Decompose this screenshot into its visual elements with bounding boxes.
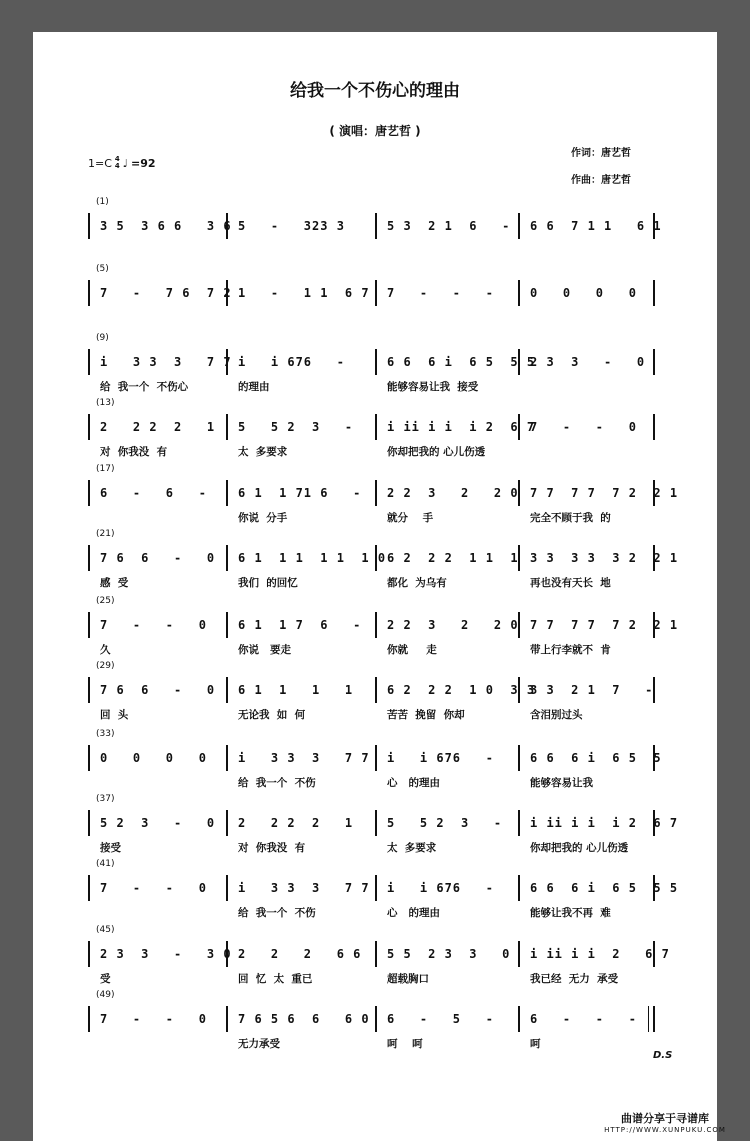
lyric-line: 对 你我没 有 <box>238 842 306 854</box>
measure-number: (45) <box>96 925 115 935</box>
bar-line <box>518 213 520 239</box>
lyric-line: 太 多要求 <box>238 446 288 458</box>
bar-line <box>226 480 228 506</box>
staff-line <box>88 1006 708 1034</box>
measure-notes: 6 6 6 i 6 5 5 <box>530 751 662 765</box>
lyric-line: 就分 手 <box>387 512 434 524</box>
measure-notes: 2 3 3 - 0 <box>530 355 646 369</box>
measure-notes: i 3 3 3 7 7 <box>238 751 370 765</box>
lyric-line: 你却把我的 心儿伤透 <box>530 842 629 854</box>
lyric-line: 受 <box>100 973 111 985</box>
lyric-line: 能够容易让我 <box>530 777 593 789</box>
bar-line <box>375 213 377 239</box>
measure-notes: 5 5 2 3 - <box>238 420 354 434</box>
bar-line <box>518 1006 520 1032</box>
bar-line <box>518 941 520 967</box>
bar-line <box>226 745 228 771</box>
bar-line <box>375 1006 377 1032</box>
staff-line <box>88 480 708 508</box>
bar-line <box>226 810 228 836</box>
footer-site: 曲谱分享于寻谱库 <box>621 1112 709 1125</box>
measure-number: (9) <box>96 333 109 343</box>
lyric-line: 接受 <box>100 842 121 854</box>
score-row <box>88 529 708 589</box>
score-sheet <box>33 32 717 1141</box>
measure-notes: 6 6 7 1 1 6 1 <box>530 219 662 233</box>
bar-line <box>88 280 90 306</box>
bar-line <box>375 745 377 771</box>
bar-line <box>88 480 90 506</box>
measure-number: (29) <box>96 661 115 671</box>
footer-url: HTTP://WWW.XUNPUKU.COM <box>604 1126 726 1134</box>
bar-line <box>375 810 377 836</box>
lyric-line: 的理由 <box>238 381 270 393</box>
measure-notes: 6 2 2 2 1 0 3 3 <box>387 683 536 697</box>
measure-notes: 7 - - 0 <box>100 881 207 895</box>
measure-notes: 7 7 7 7 7 2 2 1 <box>530 486 679 500</box>
measure-number: (25) <box>96 596 115 606</box>
lyric-line: 久 <box>100 644 111 656</box>
key-label: 1=C <box>88 156 112 170</box>
bar-line <box>88 745 90 771</box>
bar-line <box>226 875 228 901</box>
measure-notes: 7 - - 0 <box>100 1012 207 1026</box>
lyric-line: 再也没有天长 地 <box>530 577 611 589</box>
bar-line <box>375 349 377 375</box>
measure-notes: 2 3 3 - 3 0 <box>100 947 232 961</box>
measure-notes: 7 - - - <box>387 286 494 300</box>
lyric-line: 太 多要求 <box>387 842 437 854</box>
score-row <box>88 661 708 721</box>
measure-notes: 7 6 5 6 6 6 0 <box>238 1012 370 1026</box>
lyric-line: 能够让我不再 难 <box>530 907 611 919</box>
measure-notes: 3 3 2 1 7 - <box>530 683 654 697</box>
score-row <box>88 925 708 985</box>
measure-notes: 6 1 1 1 1 <box>238 683 354 697</box>
staff-line <box>88 545 708 573</box>
time-signature <box>115 156 120 170</box>
bar-line <box>88 349 90 375</box>
staff-line <box>88 213 708 241</box>
measure-notes: 2 2 2 2 1 <box>100 420 216 434</box>
performer-credit: ( 演唱：唐艺哲 ) <box>329 124 421 138</box>
bar-line <box>375 677 377 703</box>
staff-line <box>88 280 708 308</box>
measure-notes: 6 6 6 i 6 5 5 5 <box>530 881 679 895</box>
song-title: 给我一个不伤心的理由 <box>290 81 460 101</box>
score-row <box>88 264 708 324</box>
measure-notes: 0 0 0 0 <box>100 751 207 765</box>
measure-notes: 2 2 2 2 1 <box>238 816 354 830</box>
lyric-line: 我已经 无力 承受 <box>530 973 619 985</box>
measure-notes: 7 7 7 7 7 2 2 1 <box>530 618 679 632</box>
measure-notes: 5 3 2 1 6 - <box>387 219 511 233</box>
lyric-line: 完全不顾于我 的 <box>530 512 611 524</box>
bar-line <box>88 545 90 571</box>
quarter-note-icon: ♩ <box>122 156 128 170</box>
staff-line <box>88 414 708 442</box>
lyric-line: 能够容易让我 接受 <box>387 381 479 393</box>
bar-line <box>518 280 520 306</box>
ds-marker: D.S <box>653 1050 673 1061</box>
score-row <box>88 729 708 789</box>
bar-line <box>226 612 228 638</box>
score-row <box>88 398 708 458</box>
measure-notes: i ii i i i 2 6 7 <box>387 420 536 434</box>
measure-number: (1) <box>96 197 109 207</box>
staff-line <box>88 875 708 903</box>
bar-line <box>88 941 90 967</box>
bar-line <box>226 545 228 571</box>
lyric-line: 我们 的回忆 <box>238 577 298 589</box>
measure-notes: 2 2 3 2 2 0 <box>387 618 519 632</box>
lyricist-credit: 作词：唐艺哲 <box>571 148 631 159</box>
lyric-line: 回 头 <box>100 709 129 721</box>
staff-line <box>88 677 708 705</box>
measure-notes: 7 - 7 6 7 2 <box>100 286 232 300</box>
measure-notes: 1 - 1 1 6 7 <box>238 286 370 300</box>
lyric-line: 对 你我没 有 <box>100 446 168 458</box>
bar-line <box>226 1006 228 1032</box>
bar-line <box>653 280 655 306</box>
measure-notes: 6 - 6 - <box>100 486 207 500</box>
lyric-line: 给 我一个 不伤 <box>238 907 316 919</box>
measure-notes: 5 - 323 3 <box>238 219 345 233</box>
lyric-line: 给 我一个 不伤 <box>238 777 316 789</box>
measure-notes: 7 - - 0 <box>530 420 637 434</box>
measure-notes: 6 1 1 7 6 - <box>238 618 362 632</box>
measure-notes: i 3 3 3 7 7 <box>238 881 370 895</box>
score-row <box>88 596 708 656</box>
footer-watermark <box>590 1110 740 1134</box>
lyric-line: 心 的理由 <box>387 777 440 789</box>
bar-line <box>88 810 90 836</box>
measure-notes: 5 2 3 - 0 <box>100 816 216 830</box>
lyric-line: 呵 呵 <box>387 1038 423 1050</box>
time-unit: 4 <box>114 162 120 170</box>
measure-number: (17) <box>96 464 115 474</box>
staff-line <box>88 612 708 640</box>
staff-line <box>88 349 708 377</box>
lyric-line: 你却把我的 心儿伤透 <box>387 446 486 458</box>
bar-line <box>375 612 377 638</box>
staff-line <box>88 941 708 969</box>
lyric-line: 你就 走 <box>387 644 437 656</box>
bar-line <box>226 414 228 440</box>
lyric-line: 含泪别过头 <box>530 709 583 721</box>
bar-line <box>375 414 377 440</box>
measure-notes: i i 676 - <box>387 881 494 895</box>
lyric-line: 心 的理由 <box>387 907 440 919</box>
key-signature <box>88 156 156 170</box>
measure-number: (21) <box>96 529 115 539</box>
measure-notes: i i 676 - <box>387 751 494 765</box>
measure-notes: 7 - - 0 <box>100 618 207 632</box>
score-row <box>88 990 708 1050</box>
measure-notes: 6 6 6 i 6 5 5 5 <box>387 355 536 369</box>
final-bar-line <box>648 1006 649 1032</box>
bar-line <box>375 480 377 506</box>
measure-notes: 6 1 1 71 6 - <box>238 486 362 500</box>
lyric-line: 你说 要走 <box>238 644 291 656</box>
bar-line <box>518 745 520 771</box>
lyric-line: 都化 为乌有 <box>387 577 447 589</box>
bar-line <box>88 213 90 239</box>
bar-line <box>88 677 90 703</box>
staff-line <box>88 810 708 838</box>
bar-line <box>88 612 90 638</box>
measure-notes: i i 676 - <box>238 355 345 369</box>
measure-notes: i ii i i i 2 6 7 <box>530 816 679 830</box>
bar-line <box>88 875 90 901</box>
measure-notes: 5 5 2 3 3 0 <box>387 947 511 961</box>
measure-notes: 6 2 2 2 1 1 1 <box>387 551 519 565</box>
lyric-line: 无论我 如 何 <box>238 709 306 721</box>
measure-number: (49) <box>96 990 115 1000</box>
lyric-line: 无力承受 <box>238 1038 280 1050</box>
lyric-line: 超载胸口 <box>387 973 429 985</box>
measure-notes: 3 5 3 6 6 3 6 <box>100 219 232 233</box>
score-row <box>88 859 708 919</box>
measure-notes: i ii i i 2 6 7 <box>530 947 670 961</box>
measure-notes: 0 0 0 0 <box>530 286 637 300</box>
lyric-line: 回 忆 太 重已 <box>238 973 313 985</box>
composer-credit: 作曲：唐艺哲 <box>571 175 631 186</box>
measure-notes: 7 6 6 - 0 <box>100 683 216 697</box>
measure-notes: i 3 3 3 7 7 <box>100 355 232 369</box>
lyric-line: 带上行李就不 肯 <box>530 644 611 656</box>
measure-notes: 6 1 1 1 1 1 1 0 <box>238 551 387 565</box>
bar-line <box>226 677 228 703</box>
bar-line <box>653 1006 655 1032</box>
score-row <box>88 464 708 524</box>
measure-notes: 6 - - - <box>530 1012 637 1026</box>
measure-notes: 2 2 3 2 2 0 <box>387 486 519 500</box>
measure-number: (33) <box>96 729 115 739</box>
measure-notes: 2 2 2 6 6 <box>238 947 362 961</box>
measure-number: (37) <box>96 794 115 804</box>
lyric-line: 呵 <box>530 1038 541 1050</box>
measure-notes: 5 5 2 3 - <box>387 816 503 830</box>
bar-line <box>518 810 520 836</box>
measure-notes: 7 6 6 - 0 <box>100 551 216 565</box>
tempo: =92 <box>130 156 156 170</box>
staff-line <box>88 745 708 773</box>
bar-line <box>375 941 377 967</box>
bar-line <box>375 280 377 306</box>
lyric-line: 苦苦 挽留 你却 <box>387 709 465 721</box>
bar-line <box>375 875 377 901</box>
measure-number: (41) <box>96 859 115 869</box>
measure-notes: 6 - 5 - <box>387 1012 494 1026</box>
lyric-line: 你说 分手 <box>238 512 288 524</box>
measure-number: (13) <box>96 398 115 408</box>
bar-line <box>653 349 655 375</box>
score-row <box>88 794 708 854</box>
bar-line <box>653 414 655 440</box>
bar-line <box>88 414 90 440</box>
measure-number: (5) <box>96 264 109 274</box>
measure-notes: 3 3 3 3 3 2 2 1 <box>530 551 679 565</box>
bar-line <box>518 875 520 901</box>
score-row <box>88 197 708 257</box>
score-row <box>88 333 708 393</box>
lyric-line: 给 我一个 不伤心 <box>100 381 189 393</box>
bar-line <box>88 1006 90 1032</box>
time-beats: 4 <box>114 155 120 163</box>
lyric-line: 感 受 <box>100 577 129 589</box>
